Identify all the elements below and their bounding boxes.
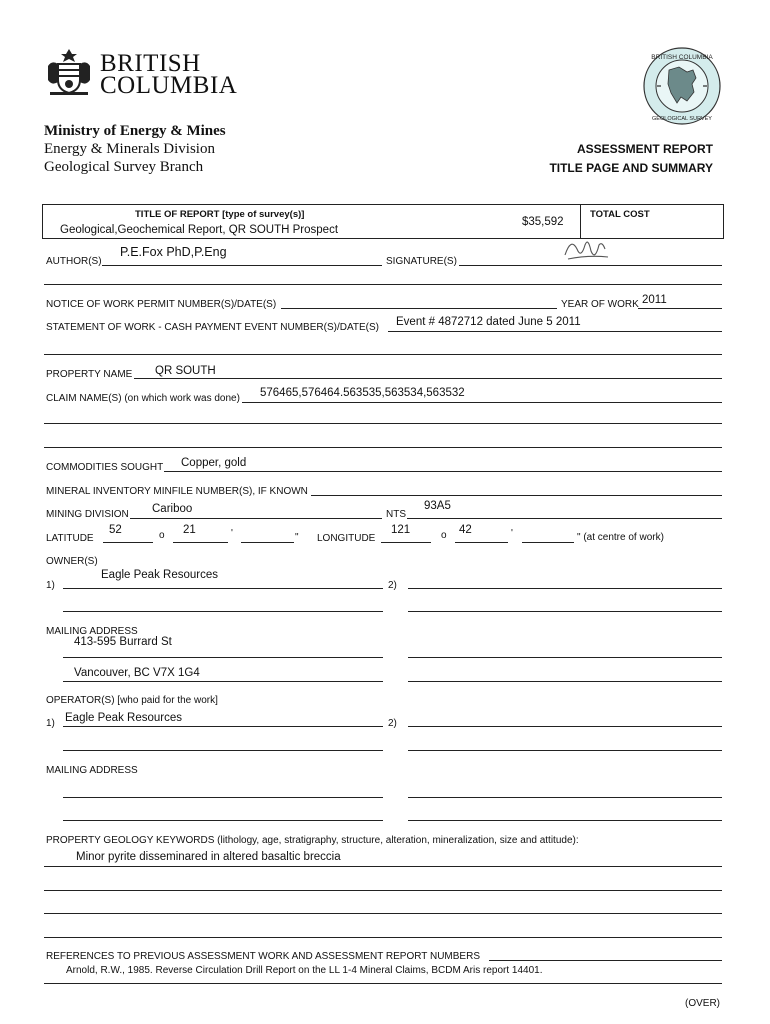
property-name-label: PROPERTY NAME: [46, 369, 133, 380]
claim-names-line: [242, 402, 722, 403]
signature-line: [459, 265, 722, 266]
signature-scribble-icon: [560, 235, 620, 265]
operator2-number: 2): [388, 718, 397, 729]
permit-line: [281, 308, 557, 309]
owner1-value[interactable]: Eagle Peak Resources: [101, 569, 218, 581]
over-label: (OVER): [685, 998, 720, 1009]
total-cost-value[interactable]: $35,592: [522, 216, 564, 228]
mailing-line2b: [408, 681, 722, 682]
centre-of-work-note: " (at centre of work): [577, 532, 664, 543]
permit-label: NOTICE OF WORK PERMIT NUMBER(S)/DATE(S): [46, 299, 277, 310]
signature-label: SIGNATURE(S): [386, 256, 457, 267]
claim-names-value[interactable]: 576465,576464.563535,563534,563532: [260, 387, 465, 399]
nts-label: NTS: [386, 509, 406, 520]
owners-label: OWNER(S): [46, 556, 98, 567]
long-min-value[interactable]: 42: [459, 524, 472, 536]
author-line: [102, 265, 382, 266]
statement-value[interactable]: Event # 4872712 dated June 5 2011: [396, 316, 581, 328]
operator1-number: 1): [46, 718, 55, 729]
svg-text:BRITISH COLUMBIA: BRITISH COLUMBIA: [651, 54, 713, 61]
minfile-line: [311, 495, 722, 496]
op-mailing-line1: [63, 797, 383, 798]
geology-line3: [44, 913, 722, 914]
report-title-line2: TITLE PAGE AND SUMMARY: [549, 161, 713, 175]
title-of-report-value[interactable]: Geological,Geochemical Report, QR SOUTH Prospect: [60, 224, 339, 236]
references-line2: [44, 983, 722, 984]
title-of-report-label: TITLE OF REPORT [type of survey(s)]: [135, 209, 305, 220]
geology-line1: [44, 866, 722, 867]
geology-keywords-label: PROPERTY GEOLOGY KEYWORDS (lithology, age, stratigraphy, structure, alteration, mineralization, size and attitude):: [46, 835, 579, 846]
blank-line: [44, 447, 722, 448]
owner-line-2: [63, 611, 383, 612]
nts-line: [407, 518, 722, 519]
mailing-line1b: [408, 657, 722, 658]
report-title-line1: ASSESSMENT REPORT: [576, 142, 713, 156]
long-deg-value[interactable]: 121: [391, 524, 411, 536]
owner1-line: [63, 588, 383, 589]
commodities-label: COMMODITIES SOUGHT: [46, 462, 164, 473]
minfile-label: MINERAL INVENTORY MINFILE NUMBER(S), IF KNOWN: [46, 486, 308, 497]
references-line: [489, 960, 722, 961]
owner2-line: [408, 588, 722, 589]
op-mailing-line2: [63, 820, 383, 821]
logo-line1: BRITISH: [100, 50, 201, 77]
references-label: REFERENCES TO PREVIOUS ASSESSMENT WORK AND ASSESSMENT REPORT NUMBERS: [46, 951, 480, 962]
statement-line: [388, 331, 722, 332]
geology-line4: [44, 937, 722, 938]
blank-line: [44, 354, 722, 355]
title-cost-divider: [580, 204, 581, 239]
year-of-work-value[interactable]: 2011: [642, 294, 667, 306]
lat-sec-line: [241, 542, 294, 543]
op-mailing-line1b: [408, 797, 722, 798]
operator-line-2b: [408, 750, 722, 751]
lat-deg-value[interactable]: 52: [109, 524, 122, 536]
commodities-value[interactable]: Copper, gold: [181, 457, 247, 469]
property-name-line: [134, 378, 722, 379]
op-mailing-line2b: [408, 820, 722, 821]
statement-label: STATEMENT OF WORK - CASH PAYMENT EVENT NUMBER(S)/DATE(S): [46, 322, 379, 333]
author-label: AUTHOR(S): [46, 256, 102, 267]
lat-min-value[interactable]: 21: [183, 524, 196, 536]
year-of-work-label: YEAR OF WORK: [561, 299, 639, 310]
long-deg-line: [381, 542, 431, 543]
property-name-value[interactable]: QR SOUTH: [155, 365, 216, 377]
author-value[interactable]: P.E.Fox PhD,P.Eng: [120, 245, 227, 259]
commodities-line: [164, 471, 722, 472]
operator1-line: [63, 726, 383, 727]
mining-division-line: [130, 518, 382, 519]
lat-min-symbol: ': [231, 528, 233, 539]
lat-sec-symbol: ": [295, 532, 299, 543]
operators-label: OPERATOR(S) [who paid for the work]: [46, 695, 218, 706]
division-title: Energy & Minerals Division: [44, 141, 215, 157]
operator2-line: [408, 726, 722, 727]
total-cost-label: TOTAL COST: [590, 209, 650, 220]
bc-coat-of-arms-icon: [44, 46, 94, 98]
lat-min-line: [173, 542, 228, 543]
latitude-label: LATITUDE: [46, 533, 94, 544]
operator-mailing-label: MAILING ADDRESS: [46, 765, 138, 776]
owner1-number: 1): [46, 580, 55, 591]
claim-names-label: CLAIM NAME(S) (on which work was done): [46, 393, 240, 404]
mailing-line2-value[interactable]: Vancouver, BC V7X 1G4: [74, 667, 200, 679]
mailing-line1-value[interactable]: 413-595 Burrard St: [74, 636, 172, 648]
mining-division-label: MINING DIVISION: [46, 509, 129, 520]
long-deg-symbol: o: [441, 530, 447, 541]
mailing-line1: [63, 657, 383, 658]
long-min-line: [455, 542, 508, 543]
blank-line: [44, 284, 722, 285]
long-min-symbol: ': [511, 528, 513, 539]
svg-text:GEOLOGICAL SURVEY: GEOLOGICAL SURVEY: [652, 116, 712, 122]
year-of-work-line: [638, 308, 722, 309]
mailing-line2: [63, 681, 383, 682]
ministry-title: Ministry of Energy & Mines: [44, 123, 226, 139]
geological-survey-seal-icon: [642, 46, 722, 126]
geology-line2: [44, 890, 722, 891]
mailing-address-label: MAILING ADDRESS: [46, 626, 138, 637]
longitude-label: LONGITUDE: [317, 533, 376, 544]
operator1-value[interactable]: Eagle Peak Resources: [65, 712, 182, 724]
branch-title: Geological Survey Branch: [44, 159, 204, 175]
mining-division-value[interactable]: Cariboo: [152, 503, 193, 515]
long-sec-line: [522, 542, 574, 543]
operator-line-2: [63, 750, 383, 751]
lat-deg-line: [103, 542, 153, 543]
logo-line2: COLUMBIA: [100, 72, 238, 99]
owner2-number: 2): [388, 580, 397, 591]
references-value[interactable]: Arnold, R.W., 1985. Reverse Circulation Drill Report on the LL 1-4 Mineral Claims, BCDM Aris report 14401.: [66, 965, 543, 976]
lat-deg-symbol: o: [159, 530, 165, 541]
geology-keywords-value[interactable]: Minor pyrite disseminared in altered basaltic breccia: [76, 851, 341, 863]
blank-line: [44, 423, 722, 424]
owner-line-2b: [408, 611, 722, 612]
nts-value[interactable]: 93A5: [424, 500, 451, 512]
